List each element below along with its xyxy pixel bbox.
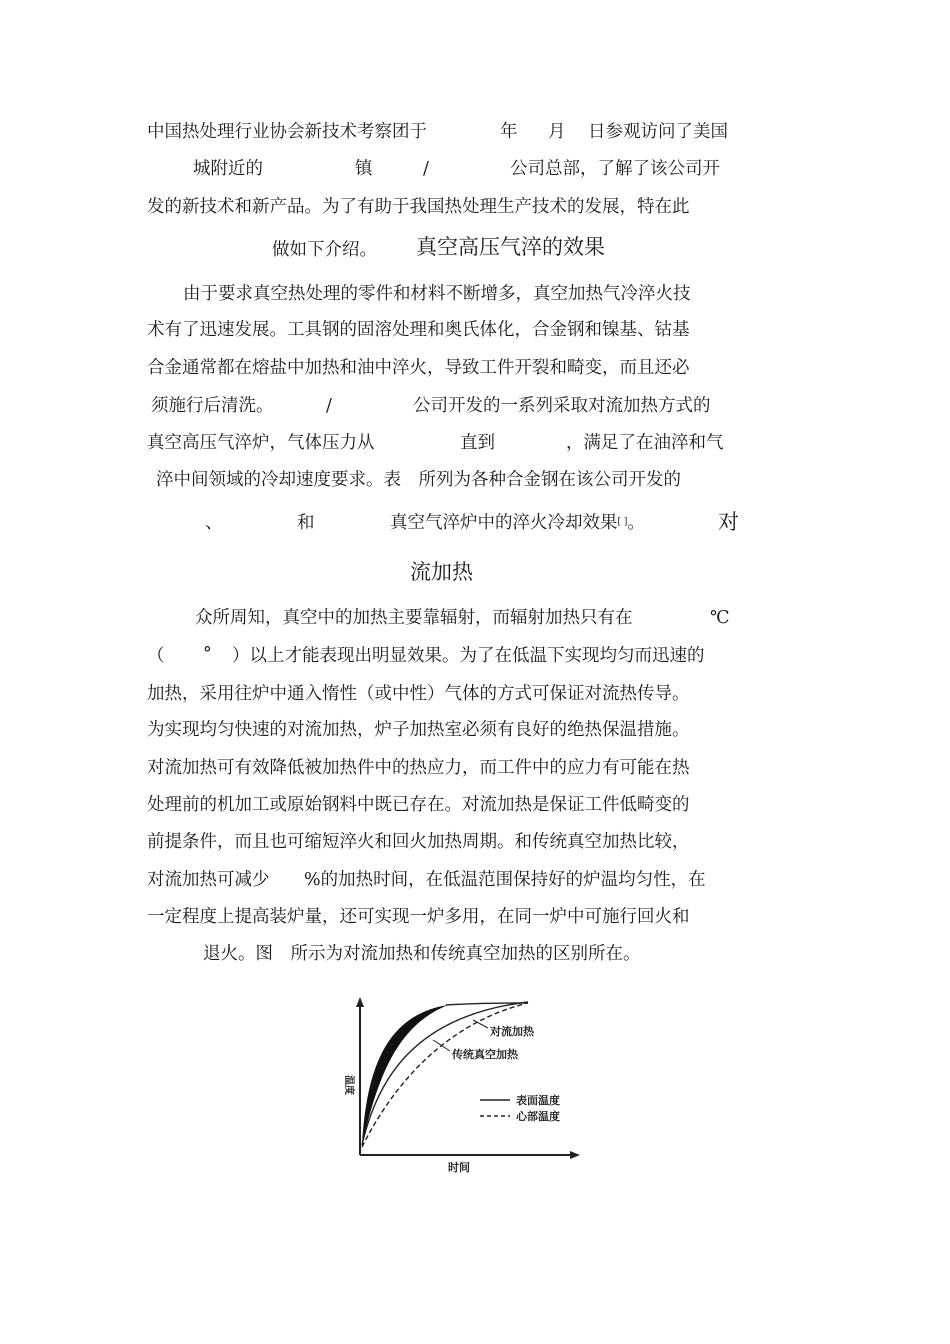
s2-line-2b: ° — [203, 644, 212, 664]
month-label: 月 — [548, 122, 566, 142]
s1-line-4c: 公司开发的一系列采取对流加热方式的 — [413, 396, 711, 416]
s1-line-5a: 真空高压气淬炉，气体压力从 — [147, 433, 375, 453]
s1-line-3: 合金通常都在熔盐中加热和油中淬火，导致工件开裂和畸变，而且还必 — [147, 358, 690, 378]
y-axis-label: 温度 — [343, 1075, 354, 1095]
s2-line-3: 加热，采用往炉中通入惰性（或中性）气体的方式可保证对流热传导。 — [147, 684, 690, 704]
s1-line-2: 术有了迅速发展。工具钢的固溶处理和奥氏体化，合金钢和镍基、钴基 — [147, 320, 690, 340]
intro-line-2d: 公司总部，了解了该公司开 — [510, 159, 720, 179]
label-convection: 对流加热 — [490, 1025, 534, 1038]
s2-line-1a: 众所周知，真空中的加热主要靠辐射，而辐射加热只有在 — [195, 608, 633, 628]
reference-marker: [ ] — [617, 517, 628, 527]
intro-line-3: 发的新技术和新产品。为了有助于我国热处理生产技术的发展，特在此 — [147, 197, 690, 217]
label-traditional: 传统真空加热 — [452, 1048, 518, 1061]
s1-line-6: 淬中间领域的冷却速度要求。表 所列为各种合金钢在该公司开发的 — [156, 470, 681, 490]
s2-line-8b: %的加热时间，在低温范围保持好的炉温均匀性，在 — [304, 870, 706, 890]
s2-line-6: 处理前的机加工或原始钢料中既已存在。对流加热是保证工件低畸变的 — [147, 795, 690, 815]
s2-line-9: 一定程度上提高装炉量，还可实现一炉多用，在同一炉中可施行回火和 — [147, 907, 690, 927]
s1-line-5c: ，满足了在油淬和气 — [566, 433, 724, 453]
s1-line-1: 由于要求真空热处理的零件和材料不断增多，真空加热气冷淬火技 — [183, 284, 691, 304]
s2-line-5: 对流加热可有效降低被加热件中的热应力，而工件中的应力有可能在热 — [147, 758, 690, 778]
s1-line-7d-text: 。 — [627, 513, 645, 533]
s1-line-7c — [390, 515, 645, 533]
s1-line-7b: 和 — [297, 513, 315, 533]
legend-surface: 表面温度 — [516, 1094, 560, 1107]
intro-line-2c: / — [423, 159, 429, 179]
x-axis-arrow — [570, 1151, 580, 1159]
s2-line-2a: （ — [147, 646, 165, 666]
intro-line-2a: 城附近的 — [193, 159, 263, 179]
s2-line-4: 为实现均匀快速的对流加热，炉子加热室必须有良好的绝热保温措施。 — [147, 720, 690, 740]
intro-line-2b: 镇 — [355, 159, 373, 179]
s2-line-8a: 对流加热可减少 — [147, 870, 270, 890]
year-label: 年 — [500, 122, 518, 142]
s2-line-1b: ℃ — [710, 608, 730, 628]
heading-fragment-dui: 对 — [718, 510, 739, 534]
y-axis-arrow — [356, 997, 364, 1007]
day-text: 日参观访问了美国 — [588, 122, 728, 142]
s2-line-7: 前提条件，而且也可缩短淬火和回火加热周期。和传统真空加热比较， — [147, 832, 690, 852]
legend-core: 心部温度 — [516, 1110, 560, 1123]
s1-line-4a: 须施行后清洗。 — [151, 396, 274, 416]
section-heading-convection: 流加热 — [410, 560, 473, 584]
s2-line-2c: ）以上才能表现出明显效果。为了在低温下实现均匀而迅速的 — [232, 646, 705, 666]
heating-comparison-figure — [338, 995, 588, 1175]
section-heading-vacuum-quench: 真空高压气淬的效果 — [416, 235, 605, 259]
s2-line-10: 退火。图 所示为对流加热和传统真空加热的区别所在。 — [203, 944, 641, 964]
s1-line-4b: / — [326, 396, 332, 416]
intro-line-1 — [147, 124, 427, 142]
intro-line-4: 做如下介绍。 — [272, 240, 377, 260]
s1-line-7a: 、 — [205, 513, 223, 533]
x-axis-label: 时间 — [448, 1161, 470, 1174]
intro-text: 中国热处理行业协会新技术考察团于 — [147, 122, 427, 142]
s1-line-7c-text: 真空气淬炉中的淬火冷却效果 — [390, 513, 618, 533]
traditional-surface-curve — [362, 1002, 528, 1145]
s1-line-5b: 直到 — [460, 433, 495, 453]
